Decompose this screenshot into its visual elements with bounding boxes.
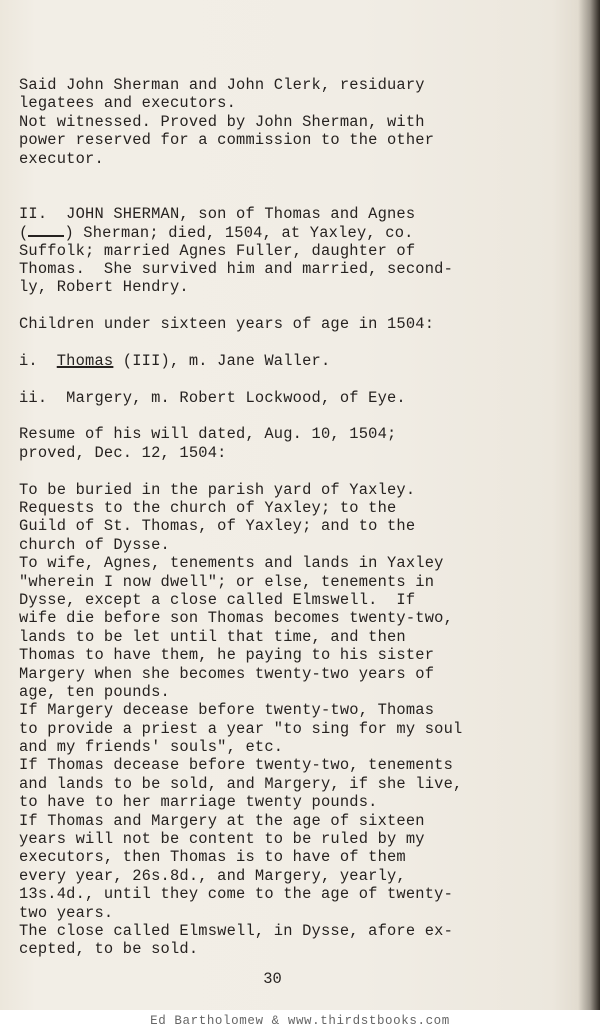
text-line: and my friends' souls", etc.	[19, 738, 284, 757]
text-line: lands to be let until that time, and then	[19, 627, 406, 646]
text-line: If Thomas decease before twenty-two, tenements	[19, 756, 454, 775]
text-fragment: ) Sherman; died, 1504, at Yaxley, co.	[64, 224, 414, 243]
text-line: Suffolk; married Agnes Fuller, daughter of	[19, 241, 416, 260]
page-text	[19, 76, 559, 959]
page-number: 30	[263, 970, 282, 988]
text-line: Margery when she becomes twenty-two years of	[19, 664, 435, 683]
text-line	[19, 223, 559, 241]
child-entry: ii. Margery, m. Robert Lockwood, of Eye.	[19, 388, 406, 407]
will-heading: Resume of his will dated, Aug. 10, 1504;	[19, 425, 397, 444]
will-heading: proved, Dec. 12, 1504:	[19, 443, 227, 462]
text-line: every year, 26s.8d., and Margery, yearly,	[19, 866, 406, 885]
child-number: i.	[19, 351, 57, 370]
text-line: church of Dysse.	[19, 535, 170, 554]
text-line: Thomas to have them, he paying to his sister	[19, 646, 435, 665]
text-line: To be buried in the parish yard of Yaxley.	[19, 480, 416, 499]
text-line: Said John Sherman and John Clerk, residuary	[19, 76, 425, 94]
text-line: to provide a priest a year "to sing for my soul	[19, 719, 463, 738]
text-line: "wherein I now dwell"; or else, tenements in	[19, 572, 435, 591]
section-heading-line: II. JOHN SHERMAN, son of Thomas and Agnes	[19, 204, 416, 223]
text-line: executors, then Thomas is to have of them	[19, 848, 406, 867]
text-line: two years.	[19, 903, 114, 922]
text-line: cepted, to be sold.	[19, 940, 199, 959]
text-line: executor.	[19, 149, 104, 168]
paren-open: (	[19, 224, 29, 243]
text-line: Dysse, except a close called Elmswell. If	[19, 590, 416, 609]
text-line: and lands to be sold, and Margery, if she live,	[19, 774, 463, 793]
text-line: power reserved for a commission to the other	[19, 131, 435, 150]
text-line: ly, Robert Hendry.	[19, 278, 189, 297]
children-heading: Children under sixteen years of age in 1504:	[19, 315, 435, 334]
text-line: If Margery decease before twenty-two, Thomas	[19, 701, 435, 720]
text-line: legatees and executors.	[19, 94, 237, 113]
text-line: The close called Elmswell, in Dysse, afore ex-	[19, 921, 454, 940]
text-line: To wife, Agnes, tenements and lands in Yaxley	[19, 554, 444, 573]
text-line: age, ten pounds.	[19, 682, 170, 701]
child-entry	[19, 352, 559, 370]
text-line: to have to her marriage twenty pounds.	[19, 793, 378, 812]
text-line: Requests to the church of Yaxley; to the	[19, 499, 397, 517]
footer-credit: Ed Bartholomew & www.thirdstbooks.com	[0, 1010, 600, 1033]
child-name-underlined: Thomas	[56, 351, 114, 370]
text-line: 13s.4d., until they come to the age of twenty-	[19, 885, 454, 904]
blank-underline	[28, 223, 64, 237]
text-line: If Thomas and Margery at the age of sixteen	[19, 811, 425, 830]
text-line: Not witnessed. Proved by John Sherman, with	[19, 112, 425, 131]
text-line: wife die before son Thomas becomes twenty-two,	[19, 609, 454, 628]
text-line: Thomas. She survived him and married, second-	[19, 259, 454, 278]
text-line: years will not be content to be ruled by my	[19, 830, 425, 849]
child-details: (III), m. Jane Waller.	[113, 351, 331, 370]
text-line: Guild of St. Thomas, of Yaxley; and to the	[19, 517, 416, 536]
